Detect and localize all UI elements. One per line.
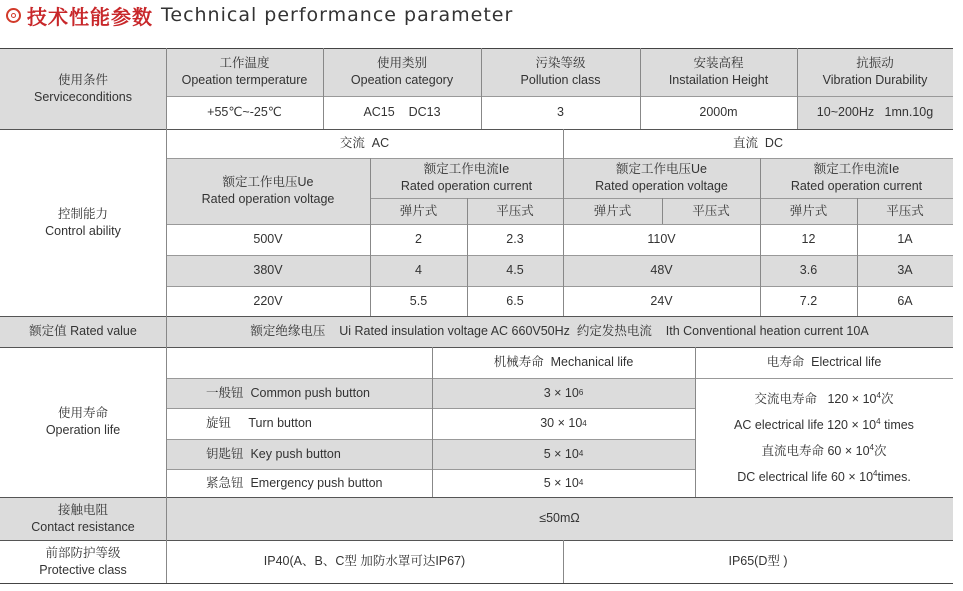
button-type-cn: 紧急钮 [206,475,244,490]
dc-flat-cell: 3A [857,255,953,286]
elec-line-text: 交流电寿命 120 × 10 [754,391,877,406]
life-blank-header [166,347,432,378]
ac-spring-cell: 2 [370,224,467,255]
mech-base: 3 × 10 [543,385,579,400]
elec-line [755,386,894,412]
button-type-cn: 旋钮 [206,416,232,430]
col-divider [563,540,564,583]
row-divider [166,96,953,97]
category-header-cn: 使用类别 [376,56,427,70]
col-divider [166,48,167,583]
category-header [323,48,481,96]
ac-flat-cell: 2.3 [467,224,563,255]
col-divider [760,158,761,316]
height-header-cn: 安装高程 [693,56,744,70]
dc-voltage-header-cn: 额定工作电压Ue [616,162,707,176]
pollution-header [481,48,640,96]
dc-spring-cell: 12 [760,224,857,255]
ac-voltage-header-cn: 额定工作电压Ue [222,175,314,189]
row-divider [166,469,695,470]
col-divider [640,48,641,129]
contact-label-cn: 接触电阻 [57,502,108,517]
dc-current-header-en: Rated operation current [790,179,923,193]
ac-current-header-cn: 额定工作电流Ie [423,162,510,176]
elec-line-text: AC electrical life 120 × 10 [734,417,877,432]
row-divider [0,540,953,541]
circle-bullet-icon [6,8,21,23]
electrical-life-header: 电寿命 Electrical life [695,347,953,378]
category-header-en: Opeation category [350,73,454,87]
elec-line-exp: 4 [869,442,874,452]
dc-current-header [760,158,953,198]
pollution-header-en: Pollution class [520,73,601,87]
control-label-cn: 控制能力 [57,206,108,221]
row-divider [0,497,953,498]
ac-current-header [370,158,563,198]
mech-base: 30 × 10 [540,416,583,430]
pollution-header-cn: 污染等级 [535,56,586,70]
mechanical-life-value: 30 × 10 4 [432,408,695,439]
dc-voltage-flat-header: 平压式 [662,198,760,224]
electrical-life-value [695,378,953,497]
elec-line [762,438,887,464]
col-divider [323,48,324,129]
dc-header: 直流 DC [563,129,953,158]
dc-current-header-cn: 额定工作电流Ie [813,162,900,176]
col-divider [857,198,858,316]
protective-label-cn: 前部防护等级 [45,545,121,560]
ac-current-header-en: Rated operation current [400,179,533,193]
ac-flat-header: 平压式 [467,198,563,224]
protective-label [0,540,166,583]
vibration-value: 10~200Hz 1mn.10g [797,96,953,129]
col-divider [467,198,468,316]
temp-header-cn: 工作温度 [219,56,270,70]
mechanical-life-value: 5 × 10 4 [432,439,695,469]
col-divider [662,198,663,224]
col-divider [432,347,433,497]
ac-voltage-header-en: Rated operation voltage [201,192,335,206]
dc-voltage-header [563,158,760,198]
ac-spring-cell: 4 [370,255,467,286]
ac-voltage-header [166,158,370,224]
vibration-header-cn: 抗振动 [856,56,894,70]
dc-spring-cell: 3.6 [760,255,857,286]
row-divider [166,286,953,287]
row-divider [0,129,953,130]
elec-line-unit: times [880,417,914,432]
contact-label [0,497,166,540]
button-type-cn: 一般钮 [206,385,244,400]
row-divider [166,378,953,379]
row-divider [166,408,695,409]
category-value: AC15 DC13 [323,96,481,129]
button-type-row [166,469,432,497]
elec-line-exp: 4 [873,468,878,478]
button-type-en: Common push button [250,385,370,400]
ac-voltage-cell: 380V [166,255,370,286]
control-label-en: Control ability [45,223,121,238]
button-type-row [166,378,432,408]
dc-flat-header: 平压式 [857,198,953,224]
elec-line-exp: 4 [876,390,881,400]
row-divider [166,158,953,159]
elec-line-text: 直流电寿命 60 × 10 [761,443,870,458]
service-label [0,48,166,129]
title-cn: 技术性能参数 [27,4,153,29]
button-type-cn: 钥匙钮 [206,446,244,461]
rated-label: 额定值 Rated value [0,316,166,347]
mechanical-life-value: 5 × 10 4 [432,469,695,497]
button-type-row [166,439,432,469]
ac-header: 交流 AC [166,129,563,158]
height-header [640,48,797,96]
col-divider [695,347,696,497]
title-en: Technical performance parameter [161,4,514,26]
row-divider [166,224,953,225]
ac-voltage-cell: 220V [166,286,370,316]
mechanical-life-value: 3 × 10 6 [432,378,695,408]
button-type-en: Emergency push button [250,475,383,490]
vibration-header-en: Vibration Durability [822,73,928,87]
dc-spring-cell: 7.2 [760,286,857,316]
life-label-cn: 使用寿命 [57,406,108,420]
protective-value-abc: IP40(A、B、C型 加防水罩可达IP67) [166,540,563,583]
col-divider [797,48,798,129]
mech-base: 5 × 10 [543,475,579,490]
mech-base: 5 × 10 [543,446,579,461]
dc-voltage-spring-header: 弹片式 [563,198,662,224]
service-label-cn: 使用条件 [57,72,108,87]
table-bottom-border [0,583,953,584]
temp-value: +55℃~-25℃ [166,96,323,129]
dc-voltage-cell: 110V [563,224,760,255]
height-value: 2000m [640,96,797,129]
table-top-border [0,48,953,49]
mechanical-life-header: 机械寿命 Mechanical life [432,347,695,378]
service-label-en: Serviceconditions [34,89,132,104]
elec-line-unit: 次 [880,391,894,406]
temp-header-en: Opeation termperature [181,73,308,87]
elec-line [734,412,914,438]
col-divider [481,48,482,129]
vibration-header [797,48,953,96]
col-divider [370,158,371,316]
protective-value-d: IP65(D型 ) [563,540,953,583]
button-type-row [166,408,432,439]
contact-value: ≤50mΩ [166,497,953,540]
dc-voltage-cell: 48V [563,255,760,286]
button-type-en: Turn button [248,416,312,430]
ac-flat-cell: 4.5 [467,255,563,286]
pollution-value: 3 [481,96,640,129]
contact-label-en: Contact resistance [31,519,135,534]
row-divider [0,347,953,348]
dc-voltage-header-en: Rated operation voltage [595,179,728,193]
elec-line-unit: 次 [873,443,887,458]
dc-voltage-cell: 24V [563,286,760,316]
dc-flat-cell: 1A [857,224,953,255]
elec-line-exp: 4 [876,416,881,426]
elec-line [737,464,911,490]
dc-flat-cell: 6A [857,286,953,316]
life-label-en: Operation life [45,423,121,437]
height-header-en: Instailation Height [668,73,769,87]
ac-spring-header: 弹片式 [370,198,467,224]
rated-value: 额定绝缘电压 Ui Rated insulation voltage AC 660V50Hz 约定发热电流 Ith Conventional heation current 10A [166,316,953,347]
row-divider [166,255,953,256]
elec-line-unit: times. [877,469,911,484]
temp-header [166,48,323,96]
section-header [6,2,513,28]
col-divider [563,129,564,316]
protective-label-en: Protective class [39,562,127,577]
button-type-en: Key push button [250,446,341,461]
ac-flat-cell: 6.5 [467,286,563,316]
row-divider [0,316,953,317]
life-label [0,347,166,497]
control-label [0,129,166,316]
dc-spring-header: 弹片式 [760,198,857,224]
row-divider [166,439,695,440]
ac-spring-cell: 5.5 [370,286,467,316]
ac-voltage-cell: 500V [166,224,370,255]
elec-line-text: DC electrical life 60 × 10 [737,469,874,484]
